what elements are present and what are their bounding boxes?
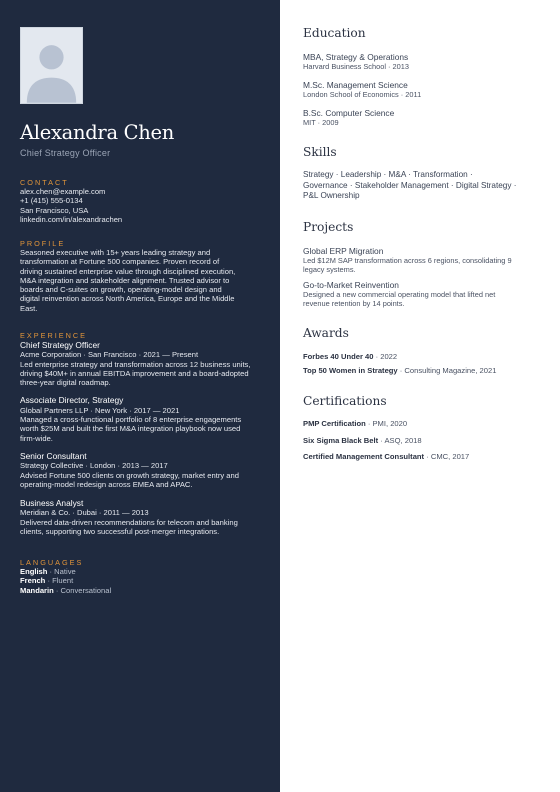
contact-location: San Francisco, USA xyxy=(20,205,89,215)
experience-desc: operating-model redesign across EMEA and APAC. xyxy=(20,479,193,489)
profile-line: transformation at Fortune 500 companies. Proven record of xyxy=(20,257,220,267)
language-name: French xyxy=(20,576,46,586)
certification-item xyxy=(303,452,543,462)
experience-role: Associate Director, Strategy xyxy=(20,395,124,406)
education-item xyxy=(303,52,543,71)
education-meta: MIT · 2009 xyxy=(303,118,339,127)
education-degree: MBA, Strategy & Operations xyxy=(303,52,409,62)
project-desc: Led $12M SAP transformation across 6 regions, consolidating 9 xyxy=(303,256,512,265)
language-item xyxy=(20,567,265,576)
skills-line: P&L Ownership xyxy=(303,191,360,201)
profile-heading: PROFILE xyxy=(20,239,66,248)
experience-meta: Strategy Collective · London · 2013 — 2017 xyxy=(20,461,168,471)
certification-name: Six Sigma Black Belt xyxy=(303,436,379,445)
certification-detail: · ASQ, 2018 xyxy=(378,436,422,445)
project-item xyxy=(303,246,543,274)
award-name: Top 50 Women in Strategy xyxy=(303,366,398,375)
contact-section xyxy=(20,178,265,224)
skills-heading: Skills xyxy=(303,145,337,159)
skills-line: Governance · Stakeholder Management · Digital Strategy · xyxy=(303,180,517,190)
skills-list xyxy=(303,170,543,202)
language-level: · Native xyxy=(47,567,76,576)
language-item xyxy=(20,586,265,595)
certification-name: Certified Management Consultant xyxy=(303,452,425,461)
language-level: · Conversational xyxy=(53,585,112,595)
experience-desc: firm-wide. xyxy=(20,433,53,443)
certification-item xyxy=(303,419,543,429)
education-degree: B.Sc. Computer Science xyxy=(303,108,395,118)
project-name: Global ERP Migration xyxy=(303,246,384,256)
languages-heading: LANGUAGES xyxy=(20,558,84,567)
experience-item xyxy=(20,340,265,387)
experience-heading: EXPERIENCE xyxy=(20,331,88,340)
certification-item xyxy=(303,436,543,446)
project-desc: revenue retention by 14 points. xyxy=(303,299,405,308)
award-detail: · Consulting Magazine, 2021 xyxy=(397,366,497,375)
experience-role: Senior Consultant xyxy=(20,450,87,461)
experience-item xyxy=(20,498,265,536)
language-name: English xyxy=(20,567,48,576)
experience-desc: Delivered data-driven recommendations for telecom and banking xyxy=(20,517,238,527)
projects-heading: Projects xyxy=(303,220,354,234)
experience-role: Chief Strategy Officer xyxy=(20,340,100,350)
education-degree: M.Sc. Management Science xyxy=(303,80,408,90)
experience-item xyxy=(20,451,265,489)
experience-role: Business Analyst xyxy=(20,498,84,509)
main-column xyxy=(280,0,560,792)
certification-detail: · CMC, 2017 xyxy=(424,452,470,461)
experience-desc: clients, supporting two successful post-merger integrations. xyxy=(20,527,220,537)
education-meta: London School of Economics · 2011 xyxy=(303,90,422,99)
certification-name: PMP Certification xyxy=(303,419,366,428)
experience-desc: Advised Fortune 500 clients on growth strategy, market entry and xyxy=(20,470,239,480)
education-meta: Harvard Business School · 2013 xyxy=(303,62,409,71)
certification-detail: · PMI, 2020 xyxy=(365,419,408,428)
language-level: · Fluent xyxy=(45,576,74,586)
project-desc: Designed a new commercial operating model that lifted net xyxy=(303,290,496,299)
profile-line: digital reinvention across North America, Europe and the Middle xyxy=(20,294,235,304)
profile-photo-placeholder xyxy=(20,27,83,104)
profile-line: boards and C-suites on growth, operating-model design and xyxy=(20,285,222,295)
experience-desc: Managed a cross-functional portfolio of 8 enterprise engagements xyxy=(20,415,242,425)
education-heading: Education xyxy=(303,26,366,40)
avatar-icon xyxy=(21,28,82,103)
experience-desc: three-year digital roadmap. xyxy=(20,378,111,388)
languages-section xyxy=(20,558,265,595)
candidate-name: Alexandra Chen xyxy=(20,121,175,144)
award-item xyxy=(303,352,543,362)
experience-section xyxy=(20,331,265,536)
candidate-title: Chief Strategy Officer xyxy=(20,148,111,158)
experience-desc: Led enterprise strategy and transformation across 12 business units, xyxy=(20,359,251,369)
award-name: Forbes 40 Under 40 xyxy=(303,352,374,361)
language-item xyxy=(20,576,265,585)
experience-meta: Acme Corporation · San Francisco · 2021 — Present xyxy=(20,350,199,360)
profile-line: Seasoned executive with 15+ years leading strategy and xyxy=(20,248,211,257)
award-detail: · 2022 xyxy=(373,352,398,361)
awards-heading: Awards xyxy=(303,326,349,340)
education-item xyxy=(303,108,543,127)
project-desc: legacy systems. xyxy=(303,265,356,274)
experience-meta: Meridian & Co. · Dubai · 2011 — 2013 xyxy=(20,508,149,518)
profile-section xyxy=(20,239,265,313)
project-item xyxy=(303,280,543,308)
experience-desc: driving $40M+ in annual EBITDA improvement and a board-adopted xyxy=(20,368,249,378)
profile-line: East. xyxy=(20,303,38,313)
skills-line: Strategy · Leadership · M&A · Transformation · xyxy=(303,170,473,179)
profile-line: driving sustained enterprise value through disciplined execution, xyxy=(20,266,236,276)
contact-linkedin: linkedin.com/in/alexandrachen xyxy=(20,214,123,224)
certifications-heading: Certifications xyxy=(303,394,387,408)
contact-email: alex.chen@example.com xyxy=(20,187,106,196)
contact-phone: +1 (415) 555-0134 xyxy=(20,196,83,206)
profile-line: M&A integration and stakeholder alignment. Trusted advisor to xyxy=(20,275,230,285)
language-name: Mandarin xyxy=(20,585,54,595)
project-name: Go-to-Market Reinvention xyxy=(303,280,399,290)
experience-desc: worth $25M and built the first M&A integration playbook now used xyxy=(20,424,241,434)
experience-meta: Global Partners LLP · New York · 2017 — 2021 xyxy=(20,405,180,415)
award-item xyxy=(303,366,543,376)
experience-item xyxy=(20,395,265,442)
contact-heading: CONTACT xyxy=(20,178,69,187)
education-item xyxy=(303,80,543,99)
